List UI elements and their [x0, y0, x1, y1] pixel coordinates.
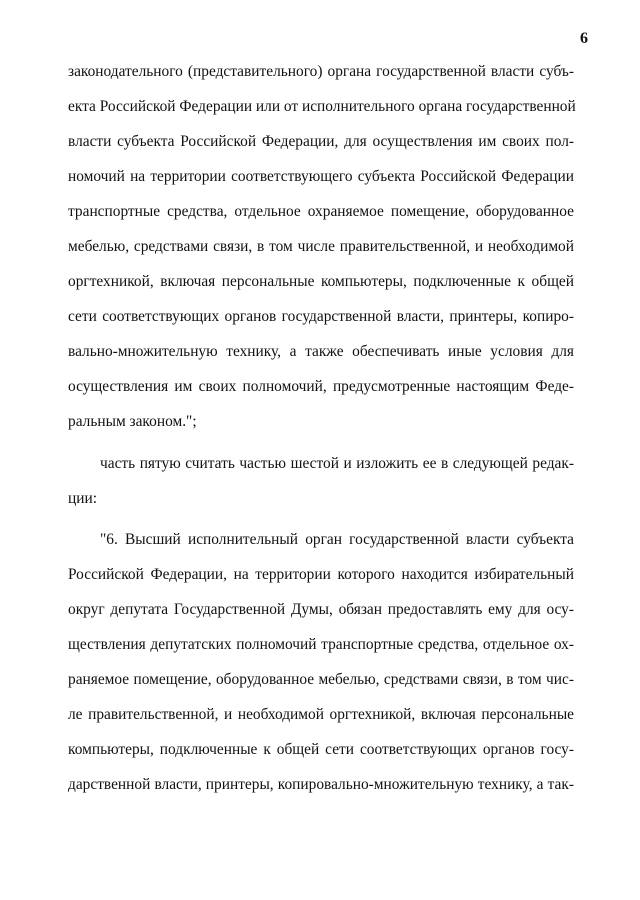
text-line: вально-множительную технику, а также обеспечивать иные условия для — [68, 343, 574, 360]
text-line: власти субъекта Российской Федерации, для осуществления им своих пол- — [68, 133, 574, 150]
text-line: осуществления им своих полномочий, предусмотренные настоящим Феде- — [68, 378, 574, 395]
page-number: 6 — [580, 30, 588, 47]
text-line: законодательного (представительного) органа государственной власти субъ- — [68, 63, 574, 80]
text-line: компьютеры, подключенные к общей сети соответствующих органов госу- — [68, 741, 574, 758]
text-line: екта Российской Федерации или от исполнительного органа государственной — [68, 98, 576, 115]
text-line: номочий на территории соответствующего субъекта Российской Федерации — [68, 168, 574, 185]
text-line: Российской Федерации, на территории которого находится избирательный — [68, 566, 574, 583]
text-line: раняемое помещение, оборудованное мебелью, средствами связи, в том чис- — [68, 671, 574, 688]
text-line: транспортные средства, отдельное охраняемое помещение, оборудованное — [68, 203, 574, 220]
text-line: сети соответствующих органов государственной власти, принтеры, копиро- — [68, 308, 574, 325]
text-line: часть пятую считать частью шестой и изложить ее в следующей редак- — [100, 455, 574, 472]
text-line: ществления депутатских полномочий транспортные средства, отдельное ох- — [68, 636, 574, 653]
text-line: "6. Высший исполнительный орган государственной власти субъекта — [100, 531, 574, 548]
text-line: оргтехникой, включая персональные компьютеры, подключенные к общей — [68, 273, 574, 290]
text-line: ральным законом."; — [68, 413, 197, 430]
text-line: мебелью, средствами связи, в том числе правительственной, и необходимой — [68, 238, 574, 255]
text-line: дарственной власти, принтеры, копировально-множительную технику, а так- — [68, 776, 574, 793]
text-line: округ депутата Государственной Думы, обязан предоставлять ему для осу- — [68, 601, 574, 618]
text-line: ции: — [68, 490, 97, 507]
text-line: ле правительственной, и необходимой оргтехникой, включая персональные — [68, 706, 574, 723]
